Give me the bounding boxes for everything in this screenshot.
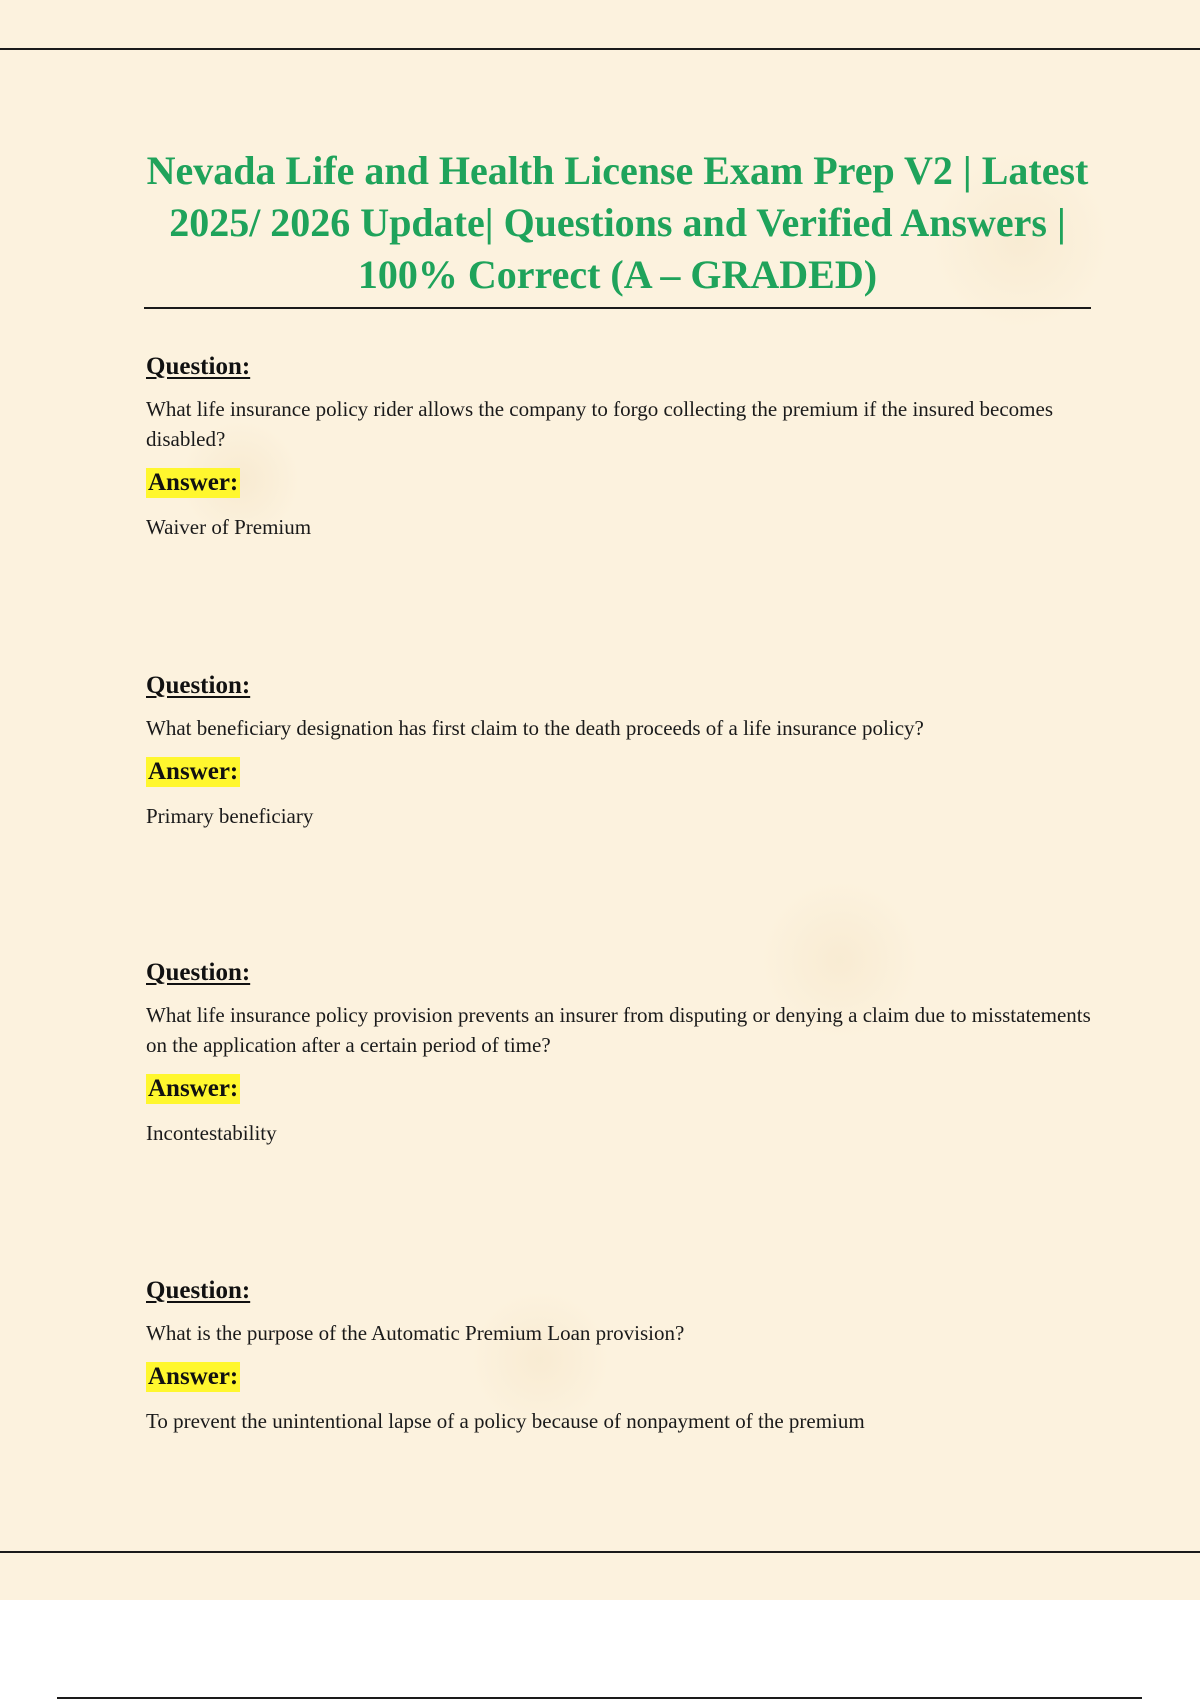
bottom-rule [0, 1551, 1200, 1553]
question-label: Question: [146, 1277, 251, 1304]
answer-label: Answer: [148, 758, 239, 785]
answer-text: To prevent the unintentional lapse of a policy because of nonpayment of the premium [146, 1409, 865, 1433]
question-text: What life insurance policy provision prevents an insurer from disputing or denying a claim due to misstatements on the application after a certain period of time? [146, 1003, 1091, 1057]
qa-item [146, 671, 1096, 831]
top-rule [0, 48, 1200, 50]
qa-item [146, 958, 1096, 1148]
document-title: Nevada Life and Health License Exam Prep V2 | Latest 2025/ 2026 Update| Questions and Verified Answers | 100% Correct (A – GRADED) [146, 148, 1089, 297]
question-text: What life insurance policy rider allows the company to forgo collecting the premium if the insured becomes disabled? [146, 397, 1053, 451]
footer-rule [57, 1697, 1142, 1699]
qa-item [146, 352, 1096, 542]
answer-text: Waiver of Premium [146, 515, 312, 539]
question-label: Question: [146, 672, 251, 699]
question-text: What is the purpose of the Automatic Premium Loan provision? [146, 1321, 685, 1345]
question-label: Question: [146, 959, 251, 986]
question-text: What beneficiary designation has first claim to the death proceeds of a life insurance policy? [146, 716, 924, 740]
question-label: Question: [146, 353, 251, 380]
answer-label: Answer: [148, 469, 239, 496]
title-block [144, 145, 1091, 309]
answer-label: Answer: [148, 1363, 239, 1390]
qa-item [146, 1276, 1096, 1436]
answer-text: Primary beneficiary [146, 804, 314, 828]
answer-label: Answer: [148, 1075, 239, 1102]
answer-text: Incontestability [146, 1121, 277, 1145]
